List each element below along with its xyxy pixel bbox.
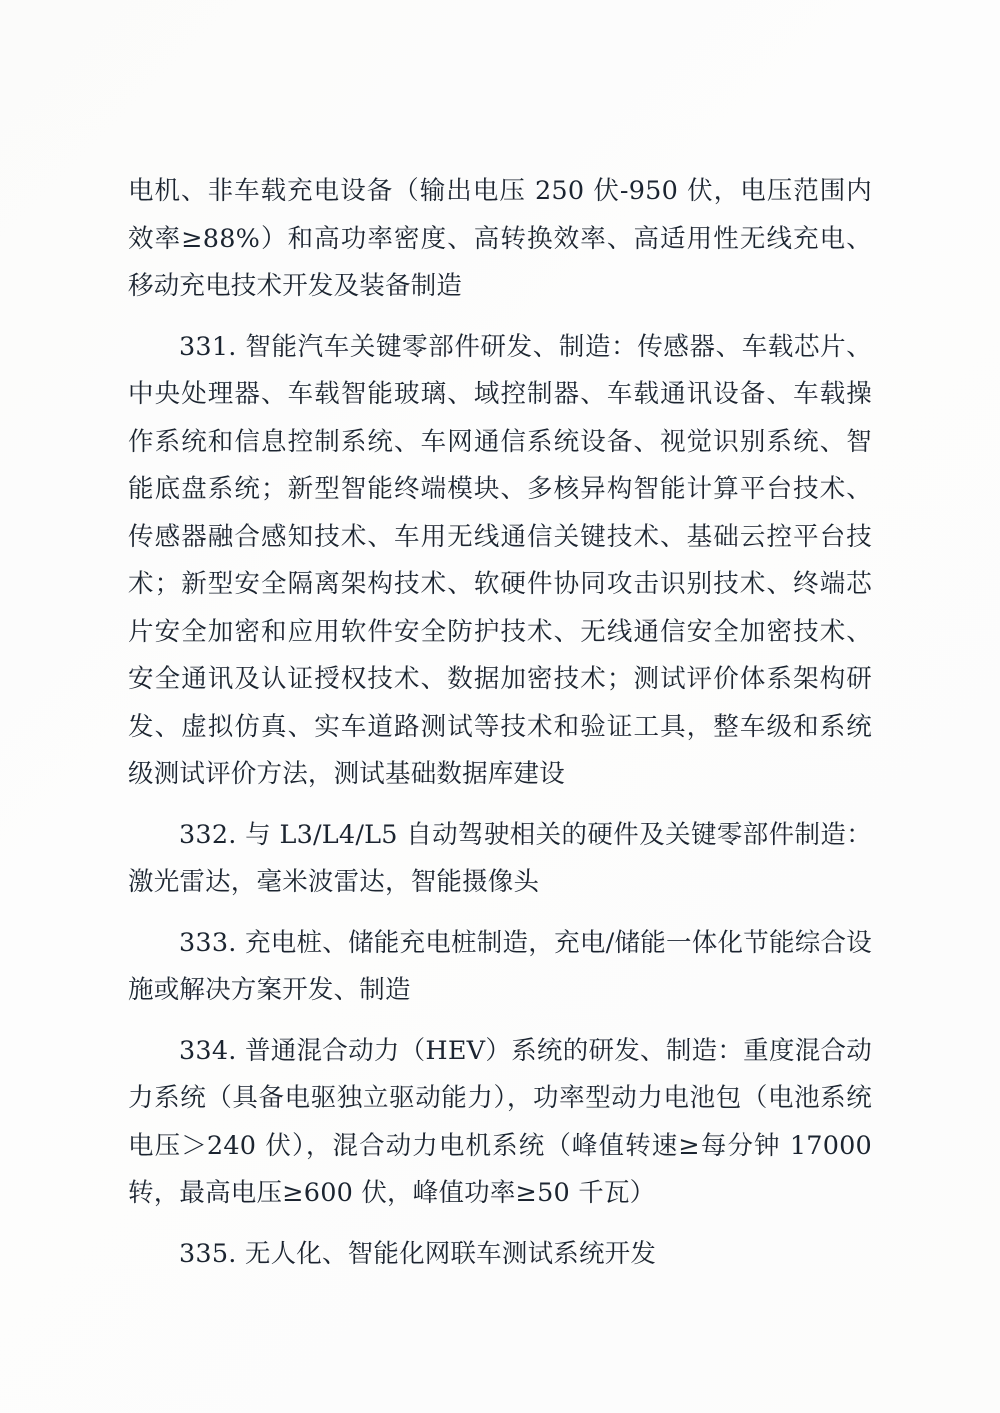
paragraph-item-332: 332. 与 L3/L4/L5 自动驾驶相关的硬件及关键零部件制造：激光雷达，毫米波雷达，智能摄像头	[128, 819, 872, 897]
paragraph-item-331: 331. 智能汽车关键零部件研发、制造：传感器、车载芯片、中央处理器、车载智能玻璃、域控制器、车载通讯设备、车载操作系统和信息控制系统、车网通信系统设备、视觉识别系统、智能底盘系统；新型智能终端模块、多核异构智能计算平台技术、传感器融合感知技术、车用无线通信关键技术、基础云控平台技术；新型安全隔离架构技术、软硬件协同攻击识别技术、终端芯片安全加密和应用软件安全防护技术、无线通信安全加密技术、安全通讯及认证授权技术、数据加密技术；测试评价体系架构研发、虚拟仿真、实车道路测试等技术和验证工具，整车级和系统级测试评价方法，测试基础数据库建设	[128, 331, 872, 789]
paragraph-item-333: 333. 充电桩、储能充电桩制造，充电/储能一体化节能综合设施或解决方案开发、制造	[128, 927, 872, 1005]
paragraph-item-335: 335. 无人化、智能化网联车测试系统开发	[179, 1238, 657, 1269]
paragraph-item-334: 334. 普通混合动力（HEV）系统的研发、制造：重度混合动力系统（具备电驱独立驱动能力），功率型动力电池包（电池系统电压＞240 伏），混合动力电机系统（峰值转速≥每分钟 17000 转，最高电压≥600 伏，峰值功率≥50 千瓦）	[128, 1035, 872, 1208]
paragraph-continued-330: 电机、非车载充电设备（输出电压 250 伏-950 伏，电压范围内效率≥88%）和高功率密度、高转换效率、高适用性无线充电、移动充电技术开发及装备制造	[128, 176, 872, 301]
page-body-text	[128, 168, 872, 1278]
